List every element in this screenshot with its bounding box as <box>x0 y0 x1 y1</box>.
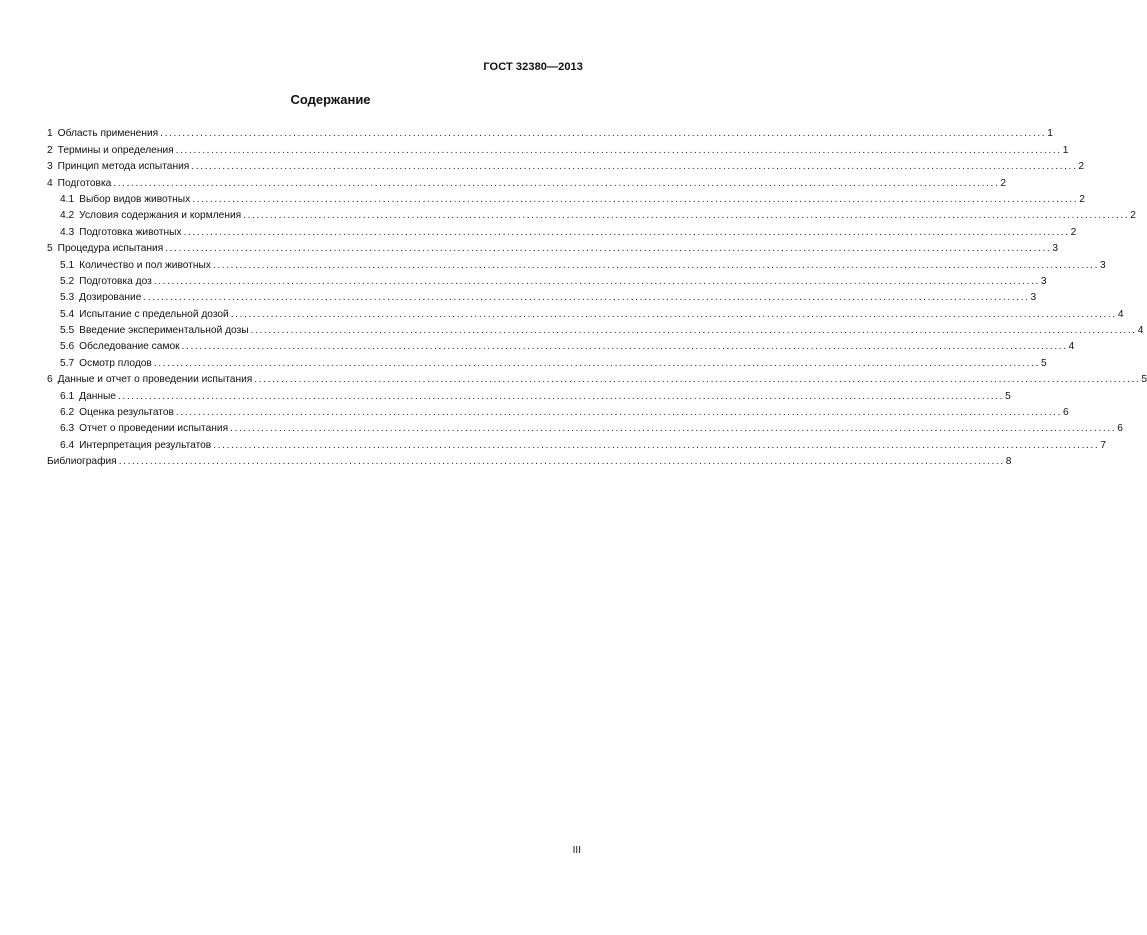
toc-entry-page: 3 <box>1052 243 1059 255</box>
toc-entry-title: Дозирование <box>79 292 142 304</box>
toc-entry[interactable] <box>47 206 1136 222</box>
dot-leader: ........................................................................................................................................................................................................ <box>117 390 1005 402</box>
document-code: ГОСТ 32380—2013 <box>483 61 583 73</box>
toc-entry-title: Осмотр плодов <box>79 357 152 369</box>
toc-entry-number: 3 <box>47 161 53 173</box>
dot-leader: ........................................................................................................................................................................................................ <box>153 275 1040 287</box>
toc-entry[interactable] <box>47 337 1075 353</box>
toc-entry[interactable] <box>47 190 1085 206</box>
toc-entry-page: 2 <box>1000 177 1007 189</box>
toc-entry-number: 4 <box>47 177 53 189</box>
dot-leader: ........................................................................................................................................................................................................ <box>230 308 1117 320</box>
toc-entry[interactable] <box>47 419 1123 435</box>
toc-entry-number: 4.2 <box>60 210 75 222</box>
toc-entry-page: 1 <box>1062 144 1069 156</box>
toc-entry[interactable] <box>47 157 1085 173</box>
toc-entry-page: 2 <box>1130 210 1136 222</box>
toc-entry-title: Условия содержания и кормления <box>79 210 242 222</box>
table-of-contents <box>47 124 1147 468</box>
toc-entry[interactable] <box>47 403 1069 419</box>
toc-entry-page: 4 <box>1068 341 1075 353</box>
toc-entry-page: 2 <box>1079 193 1085 205</box>
toc-entry-number: 5.6 <box>60 341 75 353</box>
dot-leader: ........................................................................................................................................................................................................ <box>192 193 1079 205</box>
toc-entry-title: Подготовка <box>57 177 112 189</box>
toc-entry[interactable] <box>47 140 1069 156</box>
page-number: III <box>572 845 581 856</box>
toc-entry[interactable] <box>47 452 1012 468</box>
toc-entry[interactable] <box>47 255 1106 271</box>
page-title: Содержание <box>290 92 371 107</box>
toc-entry-number: 5.4 <box>60 308 75 320</box>
toc-entry-title: Данные <box>79 390 116 402</box>
toc-entry-number: 5.2 <box>60 275 75 287</box>
toc-entry[interactable] <box>47 222 1077 238</box>
toc-entry-number: 4.1 <box>60 193 75 205</box>
toc-entry-page: 3 <box>1030 292 1037 304</box>
dot-leader: ........................................................................................................................................................................................................ <box>183 226 1070 238</box>
toc-entry-title: Данные и отчет о проведении испытания <box>57 374 253 386</box>
toc-entry[interactable] <box>47 435 1106 451</box>
toc-entry-page: 8 <box>1005 456 1012 468</box>
toc-entry-title: Испытание с предельной дозой <box>79 308 229 320</box>
dot-leader: ........................................................................................................................................................................................................ <box>181 341 1068 353</box>
toc-entry-number: 6.1 <box>60 390 75 402</box>
toc-entry[interactable] <box>47 173 1007 189</box>
toc-entry-title: Термины и определения <box>57 144 174 156</box>
toc-entry-title: Количество и пол животных <box>79 259 211 271</box>
toc-entry-number: 5.7 <box>60 357 75 369</box>
toc-entry[interactable] <box>47 272 1047 288</box>
toc-entry-page: 5 <box>1141 374 1147 386</box>
toc-entry-page: 3 <box>1100 259 1106 271</box>
dot-leader: ........................................................................................................................................................................................................ <box>143 292 1030 304</box>
toc-entry[interactable] <box>47 370 1147 386</box>
toc-entry-title: Оценка результатов <box>79 407 174 419</box>
dot-leader: ........................................................................................................................................................................................................ <box>160 128 1047 140</box>
toc-entry-number: 2 <box>47 144 53 156</box>
toc-entry-number: 6.3 <box>60 423 75 435</box>
toc-entry[interactable] <box>47 386 1011 402</box>
toc-entry-number: 5.1 <box>60 259 75 271</box>
toc-entry-number: 1 <box>47 128 53 140</box>
toc-entry-page: 2 <box>1070 226 1077 238</box>
dot-leader: ........................................................................................................................................................................................................ <box>118 456 1005 468</box>
toc-entry-title: Обследование самок <box>79 341 180 353</box>
toc-entry[interactable] <box>47 288 1037 304</box>
toc-entry-title: Подготовка животных <box>79 226 182 238</box>
dot-leader: ........................................................................................................................................................................................................ <box>212 259 1100 271</box>
toc-entry-page: 7 <box>1100 439 1106 451</box>
toc-entry-title: Введение экспериментальной дозы <box>79 325 249 337</box>
toc-entry[interactable] <box>47 321 1144 337</box>
toc-entry-title: Интерпретация результатов <box>79 439 212 451</box>
dot-leader: ........................................................................................................................................................................................................ <box>175 407 1062 419</box>
dot-leader: ........................................................................................................................................................................................................ <box>165 243 1052 255</box>
toc-entry[interactable] <box>47 353 1047 369</box>
toc-entry[interactable] <box>47 239 1059 255</box>
toc-entry-number: 4.3 <box>60 226 75 238</box>
toc-entry-title: Отчет о проведении испытания <box>79 423 229 435</box>
toc-entry-page: 5 <box>1040 357 1047 369</box>
toc-entry-title: Подготовка доз <box>79 275 152 287</box>
toc-entry-title: Область применения <box>57 128 159 140</box>
toc-entry-number: 5 <box>47 243 53 255</box>
toc-entry-number: 6.4 <box>60 439 75 451</box>
dot-leader: ........................................................................................................................................................................................................ <box>250 325 1137 337</box>
toc-entry-page: 4 <box>1137 325 1144 337</box>
toc-entry-page: 4 <box>1117 308 1124 320</box>
toc-entry[interactable] <box>47 124 1053 140</box>
toc-entry-page: 6 <box>1117 423 1123 435</box>
dot-leader: ........................................................................................................................................................................................................ <box>191 161 1078 173</box>
dot-leader: ........................................................................................................................................................................................................ <box>113 177 1000 189</box>
dot-leader: ........................................................................................................................................................................................................ <box>243 210 1130 222</box>
toc-entry-number: 5.3 <box>60 292 75 304</box>
toc-entry-title: Выбор видов животных <box>79 193 191 205</box>
toc-entry-number: 6 <box>47 374 53 386</box>
dot-leader: ........................................................................................................................................................................................................ <box>254 374 1141 386</box>
dot-leader: ........................................................................................................................................................................................................ <box>153 357 1040 369</box>
dot-leader: ........................................................................................................................................................................................................ <box>213 439 1100 451</box>
toc-entry-number: 5.5 <box>60 325 75 337</box>
toc-entry-number: 6.2 <box>60 407 75 419</box>
toc-entry-title: Принцип метода испытания <box>57 161 190 173</box>
toc-entry[interactable] <box>47 304 1124 320</box>
dot-leader: ........................................................................................................................................................................................................ <box>175 144 1062 156</box>
toc-entry-page: 2 <box>1078 161 1085 173</box>
dot-leader: ........................................................................................................................................................................................................ <box>230 423 1117 435</box>
toc-entry-title: Процедура испытания <box>57 243 164 255</box>
toc-entry-title: Библиография <box>47 456 117 468</box>
toc-entry-page: 5 <box>1005 390 1011 402</box>
toc-entry-page: 6 <box>1063 407 1069 419</box>
toc-entry-page: 3 <box>1040 275 1047 287</box>
toc-entry-page: 1 <box>1047 128 1053 140</box>
